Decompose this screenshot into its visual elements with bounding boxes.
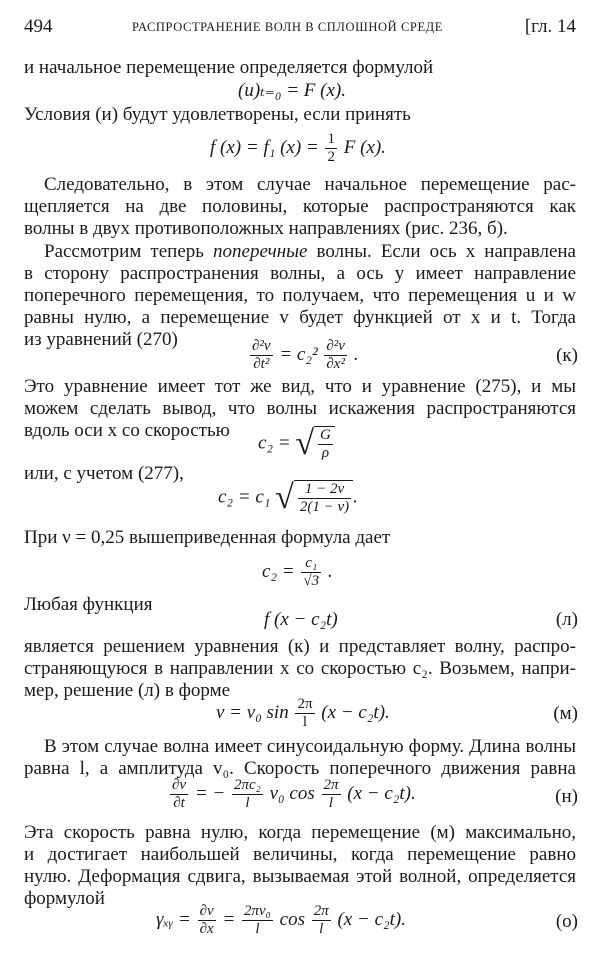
paragraph-line: равна l, а амплитуда v₀. Скорость поперечного движения равна: [24, 758, 576, 779]
paragraph-line: Эта скорость равна нулю, когда перемещение (м) максимально,: [24, 822, 576, 843]
paragraph-line: мер, решение (л) в форме: [24, 680, 231, 701]
text-line: и начальное перемещение определяется формулой: [24, 57, 434, 78]
paragraph-line: Это уравнение имеет тот же вид, что и уравнение (275), и мы: [24, 376, 576, 397]
paragraph-line: В этом случае волна имеет синусоидальную форму. Длина волны: [44, 736, 576, 757]
equation-c2-shear: c₂ = √ $\frac{G}{\rho}$: [258, 426, 335, 462]
paragraph-line: щепляется на две половины, которые распространяются как: [24, 196, 576, 217]
equation-m: v = v₀ sin $\frac{2\pi}{l}$ (x − c₂t).: [216, 696, 390, 730]
paragraph-line: нулю. Деформация сдвига, вызываемая этой волной, определяется: [24, 866, 576, 887]
equation-tag-o: (о): [555, 911, 578, 932]
running-title: РАСПРОСТРАНЕНИЕ ВОЛН В СПЛОШНОЙ СРЕДЕ: [132, 20, 444, 34]
paragraph-line: является решением уравнения (к) и представляет волну, распро-: [24, 636, 576, 657]
text-line: Условия (и) будут удовлетворены, если принять: [24, 104, 411, 125]
page-number: 494: [24, 16, 53, 37]
equation-initial-displacement: (u)ₜ₌₀ = F (x).: [238, 80, 346, 101]
paragraph-line: в сторону распространения волны, а ось y имеет направление: [24, 263, 576, 284]
paragraph-line: Рассмотрим теперь поперечные волны. Если ось x направлена: [44, 241, 576, 262]
equation-tag-m: (м): [553, 703, 578, 724]
paragraph-line: равны нулю, а перемещение v будет функцией от x и t. Тогда: [24, 307, 576, 328]
paragraph-line: и достигает наибольшей величины, когда перемещение равно: [24, 844, 576, 865]
equation-o: γₓᵧ = $\frac{\partial v}{\partial x}$ = $\frac{\text{2πv₀}}{l}$ cos $\frac{2\pi}{l}$ (x − c₂t).: [156, 903, 406, 937]
equation-l: f (x − c₂t): [264, 609, 338, 630]
equation-tag-l: (л): [555, 609, 578, 630]
chapter-ref: [гл. 14: [524, 16, 576, 37]
paragraph-line: можем сделать вывод, что волны искажения распространяются: [24, 398, 576, 419]
paragraph-line: вдоль оси x со скоростью: [24, 420, 230, 441]
paragraph-line: формулой: [24, 888, 105, 909]
paragraph-line: из уравнений (270): [24, 329, 178, 350]
equation-f-split: f (x) = f₁ (x) = $\frac{1}{2}$ F (x).: [210, 131, 386, 165]
equation-tag-k: (к): [556, 345, 578, 366]
equation-tag-n: (н): [555, 786, 578, 807]
paragraph-line: При ν = 0,25 вышеприведенная формула дает: [24, 527, 391, 548]
paragraph-line: страняющуюся в направлении x со скоростью c₂. Возьмем, напри-: [24, 658, 576, 679]
equation-c2-ratio: c₂ = $\frac{\text{c₁}}{√3}$ .: [262, 555, 333, 589]
paragraph-line: поперечного перемещения, то получаем, что перемещения u и w: [24, 285, 576, 306]
paragraph-line: или, с учетом (277),: [24, 463, 184, 484]
paragraph-line: Следовательно, в этом случае начальное перемещение рас-: [44, 174, 576, 195]
paragraph-line: Любая функция: [24, 594, 153, 615]
equation-c2-poisson: c₂ = c₁ √ $\frac{1 - 2\nu}{2(1 - \nu)}$ .: [218, 479, 358, 516]
equation-wave-k: $\frac{\text{∂²v}}{\text{∂t²}}$ = c₂² $\frac{\text{∂²v}}{\text{∂x²}}$ .: [252, 338, 359, 372]
paragraph-line: волны в двух противоположных направлениях (рис. 236, б).: [24, 218, 508, 239]
equation-n: $\frac{\partial v}{\partial t}$ = − $\frac{\text{2πc₂}}{l}$ v₀ cos $\frac{2\pi}{l}$ (x − c₂t).: [172, 777, 416, 811]
